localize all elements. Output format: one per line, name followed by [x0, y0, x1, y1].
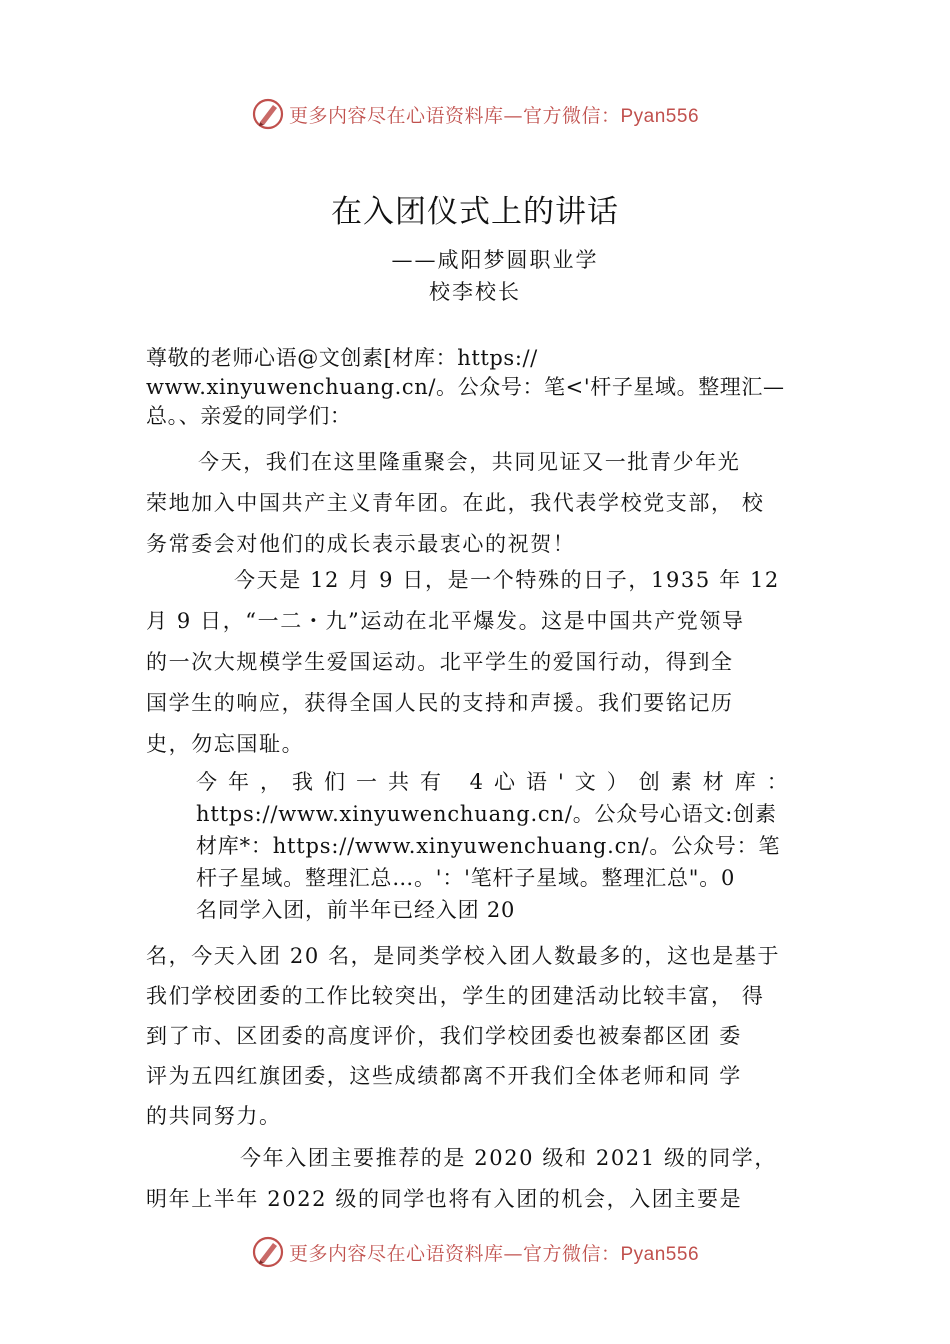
banner-text: [289, 1239, 699, 1266]
text-line: 总。、亲爱的同学们：: [146, 404, 352, 428]
salutation: [146, 344, 785, 431]
text-line: 名同学入团，前半年已经入团 20: [196, 898, 516, 922]
wechat-id: Pyan556: [620, 105, 700, 127]
text-line: 今天是 12 月 9 日，是一个特殊的日子，1935 年 12: [234, 568, 780, 592]
text-line: 史，勿忘国耻。: [146, 732, 305, 756]
document-subtitle-line2: 校李校长: [429, 280, 521, 304]
text-line: https://www.xinyuwenchuang.cn/。公众号心语文:创素: [196, 802, 777, 826]
text-line: 的共同努力。: [146, 1104, 282, 1128]
paragraph-3: [196, 766, 799, 926]
header-banner: [0, 94, 950, 134]
text-line: 我们学校团委的工作比较突出，学生的团建活动比较丰富， 得: [146, 984, 765, 1008]
document-subtitle-line1: ——咸阳梦圆职业学: [391, 248, 599, 272]
text-line: 尊敬的老师心语@文创素[材库：https://: [146, 346, 538, 370]
banner-slogan: 更多内容尽在心语资料库—官方微信：: [288, 1242, 621, 1265]
footer-banner: [0, 1232, 950, 1272]
text-line: 的一次大规模学生爱国运动。北平学生的爱国行动，得到全: [146, 650, 734, 674]
text-line: 杆子星域。整理汇总…。'：'笔杆子星域。整理汇总"。0: [196, 866, 736, 890]
text-line: 务常委会对他们的成长表示最衷心的祝贺！: [146, 532, 576, 556]
text-line: www.xinyuwenchuang.cn/。公众号：笔<'杆子星域。整理汇—: [146, 375, 785, 399]
text-line: 评为五四红旗团委，这些成绩都离不开我们全体老师和同 学: [146, 1064, 742, 1088]
text-line: 今年，我们一共有 4心语'文）创素材库：: [196, 770, 799, 794]
text-line: 到了市、区团委的高度评价，我们学校团委也被秦都区团 委: [146, 1024, 742, 1048]
paragraph-4: [146, 936, 780, 1136]
wechat-id: Pyan556: [620, 1243, 700, 1265]
text-line: 月 9 日，“一二・九”运动在北平爆发。这是中国共产党领导: [146, 609, 745, 633]
text-line: 材库*：https://www.xinyuwenchuang.cn/。公众号：笔: [196, 834, 781, 858]
paragraph-1: [146, 442, 764, 565]
pen-logo-icon: [251, 1235, 285, 1269]
pen-logo-icon: [251, 97, 285, 131]
text-line: 国学生的响应，获得全国人民的支持和声援。我们要铭记历: [146, 691, 734, 715]
document-title: 在入团仪式上的讲话: [331, 194, 619, 230]
text-line: 荣地加入中国共产主义青年团。在此，我代表学校党支部， 校: [146, 491, 765, 515]
paragraph-5: [146, 1138, 777, 1220]
text-line: 名，今天入团 20 名，是同类学校入团人数最多的，这也是基于: [146, 944, 781, 968]
text-line: 今天，我们在这里隆重聚会，共同见证又一批青少年光: [198, 450, 741, 474]
text-line: 明年上半年 2022 级的同学也将有入团的机会，入团主要是: [146, 1187, 743, 1211]
banner-slogan: 更多内容尽在心语资料库—官方微信：: [288, 104, 621, 127]
paragraph-2: [146, 560, 780, 765]
text-line: 今年入团主要推荐的是 2020 级和 2021 级的同学，: [240, 1146, 777, 1170]
banner-text: [289, 101, 699, 128]
